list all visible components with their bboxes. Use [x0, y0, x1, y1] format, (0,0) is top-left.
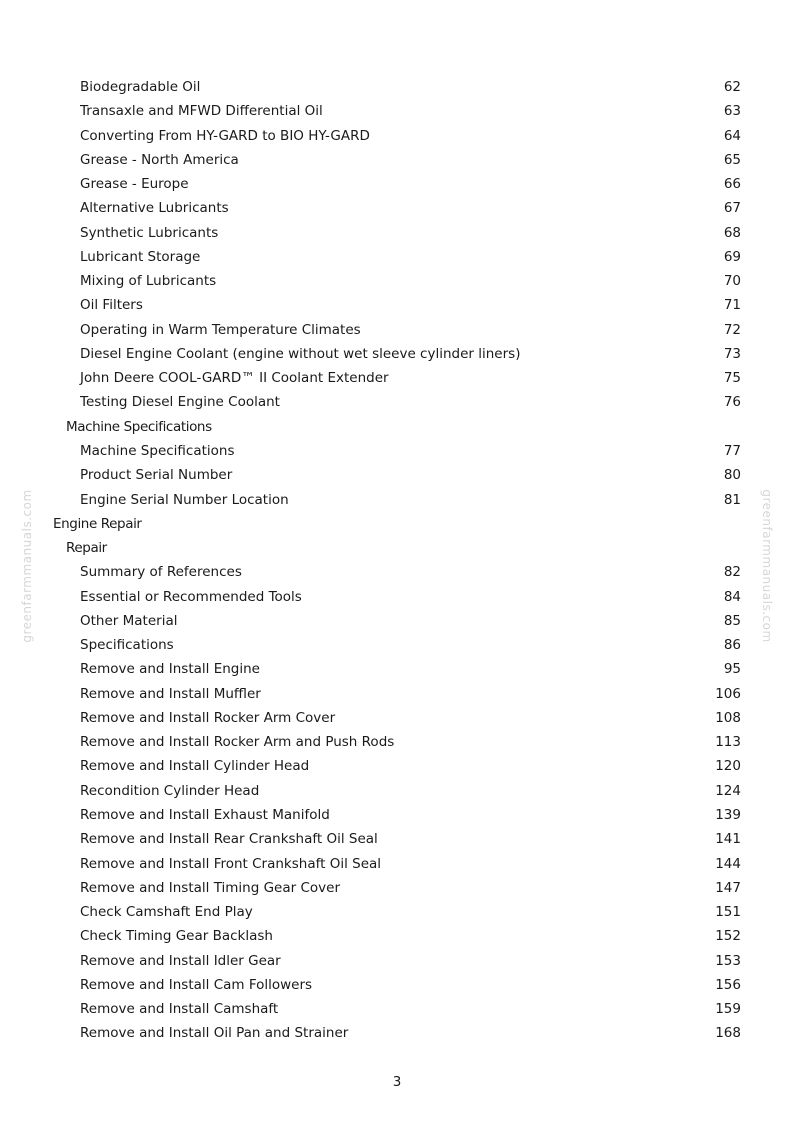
toc-entry-page-number: 65 [723, 151, 741, 168]
toc-entry-title: Engine Serial Number Location [80, 491, 289, 508]
toc-entry[interactable] [0, 293, 794, 317]
toc-entry[interactable] [0, 633, 794, 657]
toc-section-heading[interactable] [0, 415, 794, 439]
toc-entry[interactable] [0, 657, 794, 681]
toc-entry[interactable] [0, 730, 794, 754]
toc-entry-page-number: 70 [723, 273, 741, 290]
toc-entry-title: Repair [66, 540, 107, 557]
toc-entry[interactable] [0, 439, 794, 463]
toc-entry-title: Remove and Install Exhaust Manifold [80, 806, 330, 823]
toc-entry-title: Remove and Install Cylinder Head [80, 758, 310, 775]
toc-entry-title: Essential or Recommended Tools [80, 588, 302, 605]
toc-entry-page-number: 124 [715, 782, 741, 799]
toc-entry[interactable] [0, 973, 794, 997]
toc-entry-title: Testing Diesel Engine Coolant [80, 394, 280, 411]
table-of-contents [0, 75, 794, 1046]
toc-section-heading[interactable] [0, 512, 794, 536]
toc-entry[interactable] [0, 463, 794, 487]
toc-entry[interactable] [0, 779, 794, 803]
toc-entry[interactable] [0, 949, 794, 973]
toc-entry-page-number: 151 [715, 904, 741, 921]
toc-entry[interactable] [0, 124, 794, 148]
toc-entry[interactable] [0, 75, 794, 99]
toc-entry-page-number: 77 [723, 442, 741, 459]
toc-entry-title: Mixing of Lubricants [80, 273, 217, 290]
toc-entry[interactable] [0, 342, 794, 366]
toc-entry-page-number: 108 [715, 709, 741, 726]
toc-entry-title: Synthetic Lubricants [80, 224, 219, 241]
toc-entry-title: Product Serial Number [80, 467, 233, 484]
toc-entry-title: Lubricant Storage [80, 248, 201, 265]
toc-entry[interactable] [0, 706, 794, 730]
toc-entry-title: Machine Specifications [80, 442, 235, 459]
toc-entry-page-number: 85 [723, 612, 741, 629]
toc-entry[interactable] [0, 803, 794, 827]
toc-entry-page-number: 152 [715, 928, 741, 945]
toc-entry[interactable] [0, 827, 794, 851]
toc-entry-title: Remove and Install Rear Crankshaft Oil Seal [80, 831, 378, 848]
toc-entry[interactable] [0, 900, 794, 924]
watermark-left: greenfarmmanuals.com [20, 489, 34, 643]
toc-entry-page-number: 81 [723, 491, 741, 508]
toc-entry-page-number: 153 [715, 952, 741, 969]
toc-entry-page-number: 62 [723, 79, 741, 95]
toc-entry-title: Remove and Install Front Crankshaft Oil Seal [80, 855, 382, 872]
toc-entry-title: Recondition Cylinder Head [80, 782, 260, 799]
toc-entry-page-number: 86 [723, 637, 741, 654]
toc-entry-title: Remove and Install Cam Followers [80, 976, 313, 993]
toc-entry-page-number: 168 [715, 1025, 741, 1042]
toc-entry-title: Remove and Install Rocker Arm and Push Rods [80, 734, 395, 751]
toc-entry-page-number: 69 [723, 248, 741, 265]
toc-entry-page-number: 106 [715, 685, 741, 702]
toc-entry-page-number: 75 [723, 370, 741, 387]
toc-entry-title: Remove and Install Rocker Arm Cover [80, 709, 336, 726]
toc-entry-title: Operating in Warm Temperature Climates [80, 321, 361, 338]
toc-entry-page-number: 159 [715, 1001, 741, 1018]
toc-entry-title: Oil Filters [80, 297, 143, 314]
toc-entry[interactable] [0, 609, 794, 633]
toc-entry-title: Remove and Install Idler Gear [80, 952, 281, 969]
toc-entry-page-number: 76 [723, 394, 741, 411]
toc-entry[interactable] [0, 366, 794, 390]
toc-entry-title: Transaxle and MFWD Differential Oil [80, 103, 323, 120]
toc-entry-page-number: 147 [715, 879, 741, 896]
toc-entry[interactable] [0, 852, 794, 876]
toc-entry-title: Grease - Europe [80, 176, 189, 193]
toc-entry-page-number: 73 [723, 345, 741, 362]
toc-entry-page-number: 139 [715, 806, 741, 823]
toc-entry[interactable] [0, 488, 794, 512]
toc-entry-title: Remove and Install Camshaft [80, 1001, 279, 1018]
toc-entry[interactable] [0, 148, 794, 172]
toc-entry[interactable] [0, 269, 794, 293]
toc-entry-page-number: 67 [723, 200, 741, 217]
toc-entry-title: Summary of References [80, 564, 242, 581]
toc-entry-title: Diesel Engine Coolant (engine without wet sleeve cylinder liners) [80, 345, 521, 362]
toc-entry-page-number: 82 [723, 564, 741, 581]
toc-entry[interactable] [0, 390, 794, 414]
toc-entry[interactable] [0, 196, 794, 220]
toc-entry-page-number: 64 [723, 127, 741, 144]
toc-entry-page-number: 84 [723, 588, 741, 605]
toc-entry[interactable] [0, 682, 794, 706]
toc-entry[interactable] [0, 560, 794, 584]
toc-entry[interactable] [0, 221, 794, 245]
toc-entry[interactable] [0, 585, 794, 609]
toc-section-heading[interactable] [0, 536, 794, 560]
toc-entry[interactable] [0, 754, 794, 778]
toc-entry[interactable] [0, 99, 794, 123]
toc-entry-page-number: 80 [723, 467, 741, 484]
toc-entry-page-number: 66 [723, 176, 741, 193]
toc-entry[interactable] [0, 997, 794, 1021]
toc-entry-page-number: 72 [723, 321, 741, 338]
toc-entry-title: Specifications [80, 637, 174, 654]
watermark-right: greenfarmmanuals.com [760, 489, 774, 643]
toc-entry[interactable] [0, 924, 794, 948]
toc-entry-title: Biodegradable Oil [80, 79, 201, 95]
toc-entry-title: Remove and Install Timing Gear Cover [80, 879, 341, 896]
toc-entry-page-number: 141 [715, 831, 741, 848]
toc-entry-title: Converting From HY-GARD to BIO HY-GARD [80, 127, 370, 144]
toc-entry-page-number: 144 [715, 855, 741, 872]
toc-entry-page-number: 63 [723, 103, 741, 120]
toc-entry-title: Check Camshaft End Play [80, 904, 253, 921]
toc-entry-title: Check Timing Gear Backlash [80, 928, 273, 945]
toc-entry-page-number: 113 [715, 734, 741, 751]
toc-entry-title: Other Material [80, 612, 178, 629]
toc-entry-page-number: 68 [723, 224, 741, 241]
toc-entry-page-number: 95 [723, 661, 741, 678]
page-number: 3 [392, 1074, 402, 1090]
toc-entry-title: Machine Specifications [66, 418, 212, 435]
toc-entry-title: Remove and Install Oil Pan and Strainer [80, 1025, 349, 1042]
toc-entry-page-number: 156 [715, 976, 741, 993]
toc-entry-title: John Deere COOL-GARD™ II Coolant Extender [80, 370, 389, 387]
toc-entry[interactable] [0, 1021, 794, 1045]
toc-entry[interactable] [0, 876, 794, 900]
toc-entry-title: Remove and Install Engine [80, 661, 260, 678]
toc-entry-title: Engine Repair [53, 515, 142, 532]
toc-entry[interactable] [0, 318, 794, 342]
toc-entry[interactable] [0, 245, 794, 269]
toc-entry-page-number: 71 [723, 297, 741, 314]
toc-entry-title: Alternative Lubricants [80, 200, 229, 217]
toc-entry-title: Remove and Install Muffler [80, 685, 261, 702]
toc-entry-title: Grease - North America [80, 151, 239, 168]
toc-entry-page-number: 120 [715, 758, 741, 775]
toc-entry[interactable] [0, 172, 794, 196]
